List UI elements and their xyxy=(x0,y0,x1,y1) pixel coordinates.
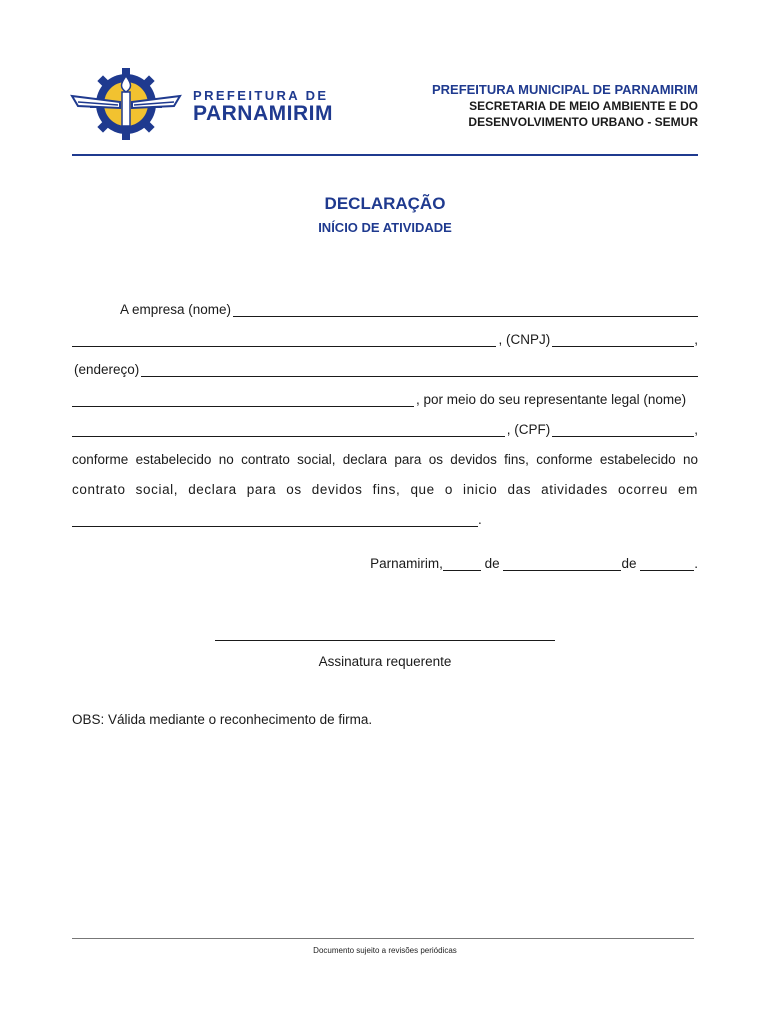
secretariat-line-2: DESENVOLVIMENTO URBANO - SEMUR xyxy=(468,115,698,129)
footer-note: Documento sujeito a revisões periódicas xyxy=(313,946,457,955)
place-de-1: de xyxy=(480,556,504,571)
statement-text-2: contrato social, declara para os devidos fins, que o inicio das atividades ocorreu em xyxy=(72,482,698,497)
cpf-field[interactable] xyxy=(552,422,694,437)
cnpj-field[interactable] xyxy=(552,332,694,347)
address-continuation-field[interactable] xyxy=(72,392,414,407)
logo-prefix: PREFEITURA DE xyxy=(193,88,329,103)
document-subtitle: INÍCIO DE ATIVIDADE xyxy=(318,220,452,235)
month-field[interactable] xyxy=(503,556,621,571)
logo-city-name: PARNAMIRIM xyxy=(193,102,333,125)
statement-text-1: conforme estabelecido no contrato social, declara para os devidos fins, conforme estabelecido no xyxy=(72,452,698,467)
place-date-period: . xyxy=(694,556,698,571)
statement-line-2 xyxy=(72,482,698,497)
start-date-period: . xyxy=(478,512,482,527)
day-field[interactable] xyxy=(443,556,481,571)
representative-line xyxy=(72,392,698,407)
start-date-line xyxy=(72,512,698,527)
address-label: (endereço) xyxy=(74,362,140,377)
logo-wordmark xyxy=(193,88,333,126)
cnpj-comma: , xyxy=(694,332,698,347)
company-name-line xyxy=(72,302,698,317)
header-divider xyxy=(72,154,698,156)
header-institution xyxy=(432,82,698,129)
place-date xyxy=(370,556,698,571)
place-de-2: de xyxy=(621,556,641,571)
representative-name-field[interactable] xyxy=(72,422,505,437)
cpf-line xyxy=(72,422,698,437)
cpf-label: , (CPF) xyxy=(506,422,551,437)
city-seal-icon xyxy=(70,66,182,142)
company-name-continuation-field[interactable] xyxy=(72,332,496,347)
address-line xyxy=(72,362,698,377)
cpf-comma: , xyxy=(694,422,698,437)
address-field[interactable] xyxy=(141,362,698,377)
municipality-name: PREFEITURA MUNICIPAL DE PARNAMIRIM xyxy=(431,82,698,97)
observation-note: OBS: Válida mediante o reconhecimento de firma. xyxy=(72,712,373,727)
company-name-field[interactable] xyxy=(233,302,698,317)
cnpj-line xyxy=(72,332,698,347)
year-field[interactable] xyxy=(640,556,694,571)
place-city: Parnamirim, xyxy=(370,556,443,571)
signature-field[interactable] xyxy=(215,640,555,641)
secretariat-line-1: SECRETARIA DE MEIO AMBIENTE E DO xyxy=(469,99,698,113)
footer-divider xyxy=(72,938,694,939)
cnpj-label: , (CNPJ) xyxy=(498,332,551,347)
statement-line-1 xyxy=(72,452,698,467)
signature-label: Assinatura requerente xyxy=(318,654,452,669)
representative-label: , por meio do seu representante legal (nome) xyxy=(416,392,687,407)
start-date-field[interactable] xyxy=(72,512,478,527)
company-label: A empresa (nome) xyxy=(120,302,232,317)
document-title: DECLARAÇÃO xyxy=(324,194,446,213)
